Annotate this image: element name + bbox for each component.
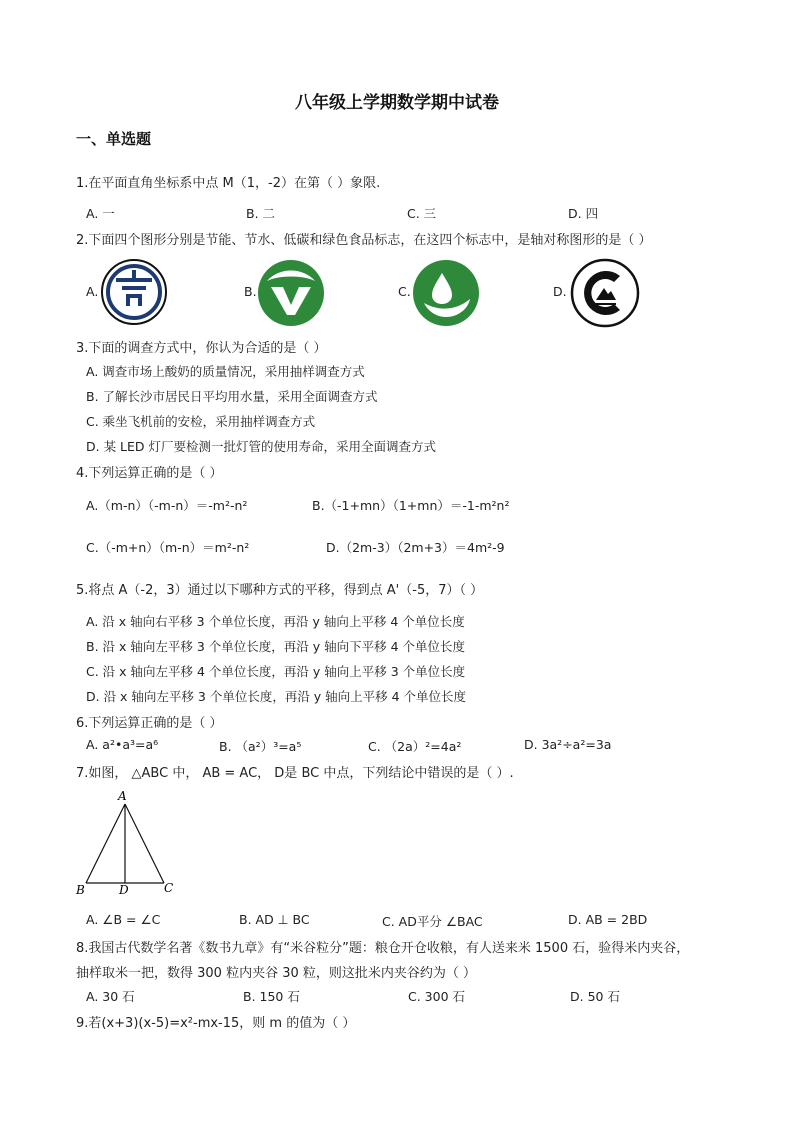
question-7-stem: 7.如图， △ABC 中， AB = AC， D是 BC 中点，下列结论中错误的是（ ）. — [76, 766, 514, 781]
question-2-label-d: D. — [553, 284, 567, 299]
question-3-option-d: D. 某 LED 灯厂要检测一批灯管的使用寿命，采用全面调查方式 — [86, 439, 437, 454]
question-1-option-a: A. 一 — [86, 206, 115, 221]
question-8-line-1: 8.我国古代数学名著《数书九章》有“米谷粒分”题：粮仓开仓收粮，有人送来米 1500 石，验得米内夹谷， — [76, 941, 690, 956]
question-4-option-c: C.（-m+n）（m-n）＝m²-n² — [86, 540, 250, 555]
question-1-option-d: D. 四 — [568, 206, 599, 221]
question-4-option-a: A.（m-n）（-m-n）＝-m²-n² — [86, 498, 248, 513]
question-6-option-a: A. a²•a³=a⁶ — [86, 737, 159, 752]
question-6-option-c: C. （2a）²=4a² — [368, 739, 462, 754]
question-8-option-c: C. 300 石 — [408, 989, 466, 1004]
question-5-option-a: A. 沿 x 轴向右平移 3 个单位长度，再沿 y 轴向上平移 4 个单位长度 — [86, 614, 465, 629]
triangle-figure — [70, 788, 190, 898]
question-9-stem: 9.若(x+3)(x-5)=x²-mx-15，则 m 的值为（ ） — [76, 1016, 356, 1031]
question-6-option-d: D. 3a²÷a²=3a — [524, 737, 612, 752]
question-7-option-a: A. ∠B = ∠C — [86, 912, 161, 927]
vertex-label-a: A — [118, 789, 127, 803]
question-8-option-b: B. 150 石 — [243, 989, 300, 1004]
question-3-option-a: A. 调查市场上酸奶的质量情况，采用抽样调查方式 — [86, 364, 365, 379]
question-1-option-b: B. 二 — [246, 206, 276, 221]
question-3-option-c: C. 乘坐飞机前的安检，采用抽样调查方式 — [86, 414, 316, 429]
page-title: 八年级上学期数学期中试卷 — [295, 93, 499, 113]
question-2-label-b: B. — [244, 284, 257, 299]
question-4-stem: 4.下列运算正确的是（ ） — [76, 466, 223, 481]
energy-saving-logo — [100, 258, 168, 326]
vertex-label-b: B — [76, 883, 85, 897]
question-8-option-a: A. 30 石 — [86, 989, 135, 1004]
question-7-option-b: B. AD ⊥ BC — [239, 912, 310, 927]
water-saving-logo — [257, 259, 325, 327]
question-5-option-b: B. 沿 x 轴向左平移 3 个单位长度，再沿 y 轴向下平移 4 个单位长度 — [86, 639, 466, 654]
question-8-option-d: D. 50 石 — [570, 989, 620, 1004]
question-2-label-a: A. — [86, 284, 99, 299]
green-food-logo — [570, 258, 640, 328]
question-6-stem: 6.下列运算正确的是（ ） — [76, 716, 223, 731]
question-5-stem: 5.将点 A（-2，3）通过以下哪种方式的平移，得到点 A'（-5，7）（ ） — [76, 583, 484, 598]
question-7-option-c: C. AD平分 ∠BAC — [382, 914, 483, 929]
section-heading: 一、单选题 — [76, 130, 152, 148]
low-carbon-logo — [412, 259, 480, 327]
question-1-stem: 1.在平面直角坐标系中点 M（1，-2）在第（ ）象限. — [76, 176, 381, 191]
question-4-option-b: B.（-1+mn）（1+mn）＝-1-m²n² — [312, 498, 510, 513]
question-2-label-c: C. — [398, 284, 411, 299]
vertex-label-d: D — [119, 883, 129, 897]
question-4-option-d: D.（2m-3）（2m+3）＝4m²-9 — [326, 540, 505, 555]
question-7-option-d: D. AB = 2BD — [568, 912, 648, 927]
question-1-option-c: C. 三 — [407, 206, 437, 221]
question-8-line-2: 抽样取米一把，数得 300 粒内夹谷 30 粒，则这批米内夹谷约为（ ） — [76, 966, 477, 981]
question-5-option-d: D. 沿 x 轴向左平移 3 个单位长度，再沿 y 轴向上平移 4 个单位长度 — [86, 689, 467, 704]
question-3-stem: 3.下面的调查方式中，你认为合适的是（ ） — [76, 341, 327, 356]
question-6-option-b: B. （a²）³=a⁵ — [219, 739, 302, 754]
question-3-option-b: B. 了解长沙市居民日平均用水量，采用全面调查方式 — [86, 389, 378, 404]
question-5-option-c: C. 沿 x 轴向左平移 4 个单位长度，再沿 y 轴向上平移 3 个单位长度 — [86, 664, 466, 679]
vertex-label-c: C — [164, 881, 174, 895]
question-2-stem: 2.下面四个图形分别是节能、节水、低碳和绿色食品标志，在这四个标志中，是轴对称图形的是（ ） — [76, 233, 652, 248]
